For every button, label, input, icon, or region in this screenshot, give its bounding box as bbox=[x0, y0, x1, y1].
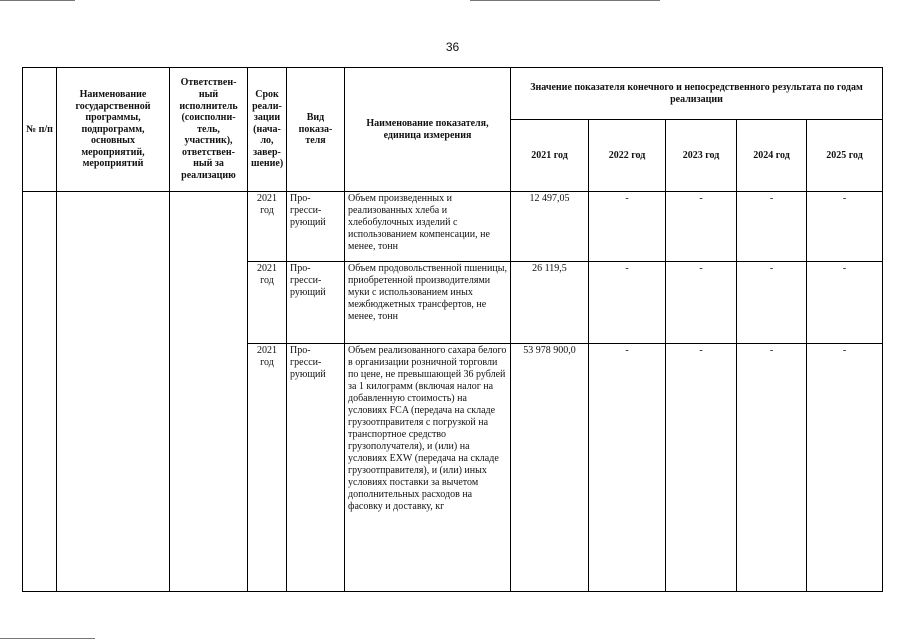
cell-type: Про- гресси- рующий bbox=[287, 192, 345, 262]
table-row bbox=[23, 192, 883, 262]
cell-executor bbox=[170, 192, 248, 592]
cell-indicator: Объем продовольственной пшеницы, приобретенной производителями муки с использованием иных межбюджетных трансфертов, не менее, тонн bbox=[345, 262, 511, 344]
cell-value: - bbox=[589, 262, 666, 344]
cell-value: - bbox=[666, 344, 737, 592]
cell-value: - bbox=[589, 344, 666, 592]
cell-period: 2021 год bbox=[248, 262, 287, 344]
cell-value: - bbox=[666, 192, 737, 262]
indicator-table bbox=[22, 67, 883, 592]
header-indicator: Наименование показателя, единица измерения bbox=[345, 68, 511, 192]
cell-type: Про- гресси- рующий bbox=[287, 344, 345, 592]
cell-period: 2021 год bbox=[248, 344, 287, 592]
scan-artifact-line bbox=[470, 0, 660, 1]
cell-indicator: Объем реализованного сахара белого в организации розничной торговли по цене, не превышающей 36 рублей за 1 килограмм (включая налог на добавленную стоимость) на условиях FCA (передача на складе грузоотправителя с погрузкой на транспортное средство грузополучателя), и (или) на условиях EXW (передача на складе грузоотправителя), и (или) иных условиях поставки за вычетом дополнительных расходов на фасовку и доставку, кг bbox=[345, 344, 511, 592]
cell-value: 26 119,5 bbox=[511, 262, 589, 344]
header-values-group: Значение показателя конечного и непосредственного результата по годам реализации bbox=[511, 68, 883, 120]
cell-value: - bbox=[807, 192, 883, 262]
header-year: 2021 год bbox=[511, 120, 589, 192]
header-year: 2022 год bbox=[589, 120, 666, 192]
cell-value: 12 497,05 bbox=[511, 192, 589, 262]
cell-num bbox=[23, 192, 57, 592]
header-executor: Ответствен- ный исполнитель (соисполни- тель, участник), ответствен- ный за реализацию bbox=[170, 68, 248, 192]
cell-period: 2021 год bbox=[248, 192, 287, 262]
header-year: 2024 год bbox=[737, 120, 807, 192]
header-year: 2023 год bbox=[666, 120, 737, 192]
cell-value: - bbox=[737, 344, 807, 592]
header-num: № п/п bbox=[23, 68, 57, 192]
cell-value: - bbox=[807, 262, 883, 344]
header-program: Наименование государственной программы, подпрограмм, основных мероприятий, мероприятий bbox=[57, 68, 170, 192]
cell-type: Про- гресси- рующий bbox=[287, 262, 345, 344]
header-period: Срок реали- зации (нача- ло, завер- шение) bbox=[248, 68, 287, 192]
cell-value: 53 978 900,0 bbox=[511, 344, 589, 592]
page-number: 36 bbox=[445, 40, 460, 54]
cell-value: - bbox=[737, 192, 807, 262]
scan-artifact-line bbox=[0, 0, 75, 1]
cell-value: - bbox=[589, 192, 666, 262]
scan-artifact-line bbox=[0, 638, 95, 639]
header-year: 2025 год bbox=[807, 120, 883, 192]
cell-value: - bbox=[737, 262, 807, 344]
cell-indicator: Объем произведенных и реализованных хлеба и хлебобулочных изделий с использованием компенсации, не менее, тонн bbox=[345, 192, 511, 262]
cell-value: - bbox=[807, 344, 883, 592]
cell-program bbox=[57, 192, 170, 592]
header-type: Вид показа- теля bbox=[287, 68, 345, 192]
cell-value: - bbox=[666, 262, 737, 344]
